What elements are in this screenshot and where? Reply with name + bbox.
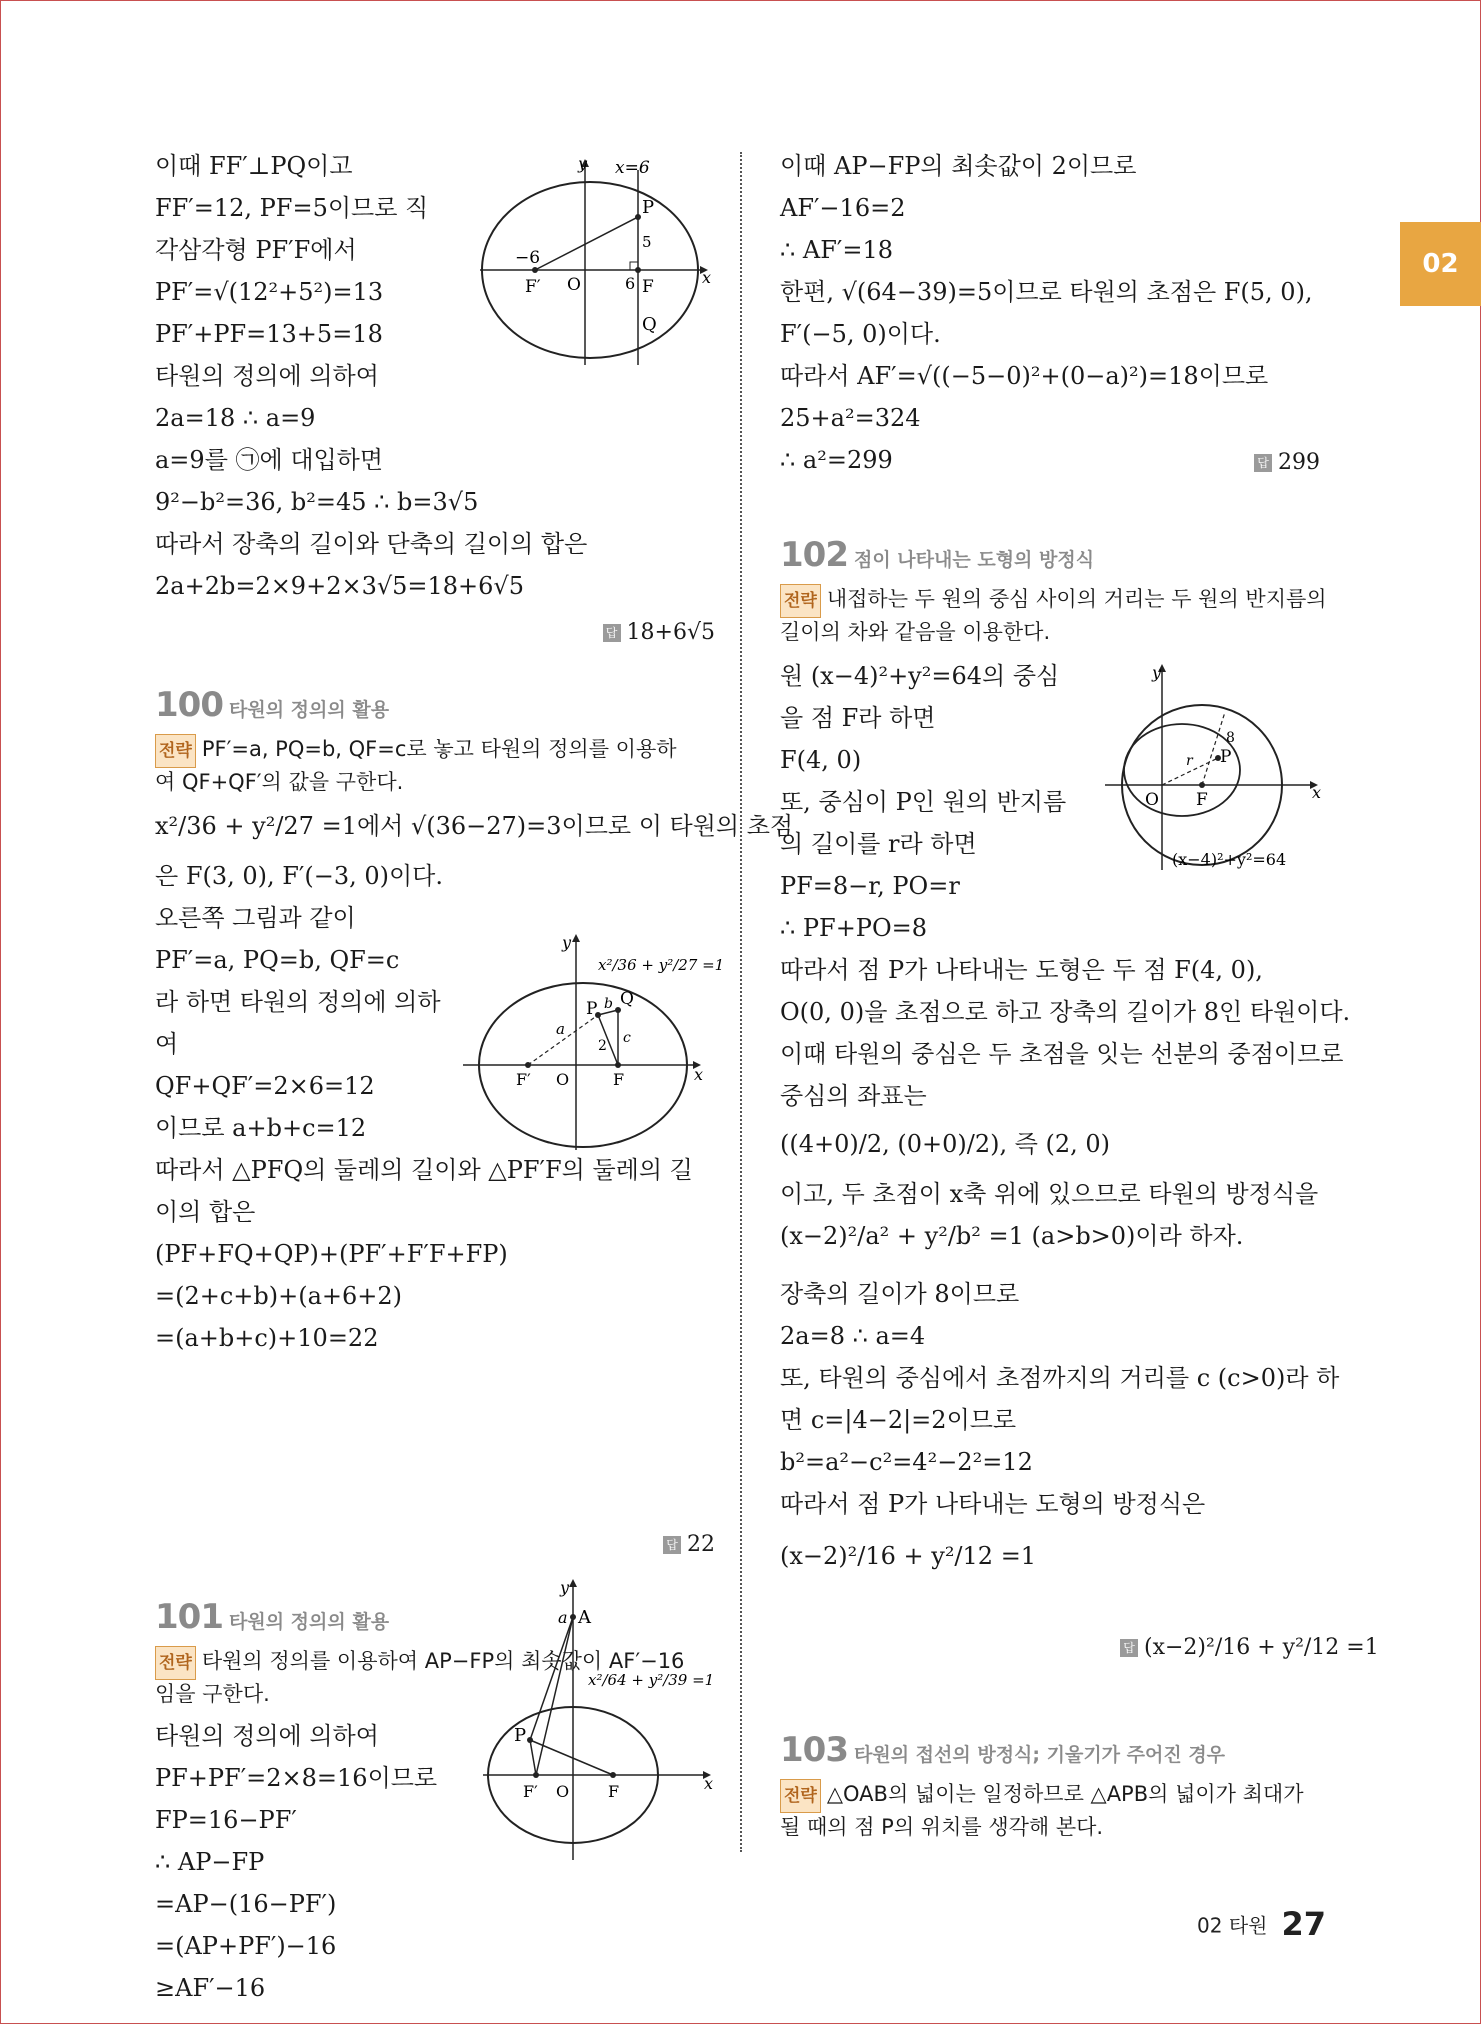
answer-102: 답 (x−2)²/16 + y²/12 =1 (1120, 1635, 1320, 1660)
problem-title: 타원의 접선의 방정식; 기울기가 주어진 경우 (853, 1744, 1226, 1766)
text-line: QF+QF′=2×6=12 (155, 1072, 375, 1100)
fig-label: O (1145, 790, 1159, 810)
text-line: 2a=8 ∴ a=4 (780, 1322, 926, 1350)
text-line: 따라서 점 P가 나타내는 도형의 방정식은 (780, 1490, 1206, 1518)
text-line: FP=16−PF′ (155, 1806, 297, 1834)
text-line: 중심의 좌표는 (780, 1082, 927, 1110)
text-line: 이고, 두 초점이 x축 위에 있으므로 타원의 방정식을 (780, 1180, 1319, 1208)
fig-label: y (560, 1578, 570, 1597)
text-line: ∴ a²=299 (780, 446, 893, 474)
text-line: 따라서 △PFQ의 둘레의 길이와 △PF′F의 둘레의 길 (155, 1156, 693, 1184)
text-line: 의 길이를 r라 하면 (780, 830, 977, 858)
fig-label: a (556, 1020, 565, 1038)
text-line: =AP−(16−PF′) (155, 1890, 337, 1918)
fig-label: y (1152, 663, 1162, 682)
text-line: 원 (x−4)²+y²=64의 중심 (780, 662, 1060, 690)
text-line: 라 하면 타원의 정의에 의하 (155, 988, 441, 1016)
page-footer (1197, 1905, 1326, 1943)
text-line: 여 (155, 1030, 179, 1058)
fig-label: (x−4)²+y²=64 (1172, 850, 1287, 869)
page-number: 27 (1281, 1905, 1326, 1943)
strategy-tag: 전략 (155, 1646, 196, 1680)
fig-label: 2 (598, 1038, 607, 1054)
text-line: FF′=12, PF=5이므로 직 (155, 194, 429, 222)
strategy-101-line2: 임을 구한다. (155, 1682, 270, 1706)
answer-100: 답 22 (555, 1532, 715, 1557)
fig-label: P (642, 197, 655, 218)
text-line: (x−2)²/a² + y²/b² =1 (a>b>0)이라 하자. (780, 1222, 1244, 1250)
text-line: x²/36 + y²/27 =1에서 √(36−27)=3이므로 이 타원의 초점 (155, 812, 794, 840)
problem-102-header (780, 535, 1094, 575)
fig-label: x (702, 268, 712, 287)
problem-number: 103 (780, 1730, 848, 1770)
text-line: 은 F(3, 0), F′(−3, 0)이다. (155, 862, 443, 890)
fig-label: F (608, 1782, 620, 1801)
fig-label: y (578, 154, 588, 173)
text-line: PF′=a, PQ=b, QF=c (155, 946, 400, 974)
text-line: 2a=18 ∴ a=9 (155, 404, 316, 432)
chapter-tab: 02 (1400, 222, 1481, 306)
text-line: PF=8−r, PO=r (780, 872, 960, 900)
text-line: F(4, 0) (780, 746, 862, 774)
text-line: 따라서 AF′=√((−5−0)²+(0−a)²)=18이므로 (780, 362, 1269, 390)
fig-label: P (514, 1725, 527, 1746)
text-line: 또, 중심이 P인 원의 반지름 (780, 788, 1067, 816)
text-line: ∴ PF+PO=8 (780, 914, 928, 942)
answer-99: 답 18+6√5 (555, 620, 715, 645)
fig-label: x (1312, 783, 1322, 802)
fig-label: F (613, 1070, 625, 1089)
fig-label: 8 (1226, 730, 1235, 746)
fig-label: A (578, 1607, 591, 1628)
text-line: 또, 타원의 중심에서 초점까지의 거리를 c (c>0)라 하 (780, 1364, 1340, 1392)
fig-label: O (556, 1782, 570, 1801)
fig-label: x²/64 + y²/39 =1 (588, 1671, 715, 1689)
text-line: 이때 타원의 중심은 두 초점을 잇는 선분의 중점이므로 (780, 1040, 1344, 1068)
strategy-100: 전략 PF′=a, PQ=b, QF=c로 놓고 타원의 정의를 이용하 (155, 733, 677, 768)
text-line: 을 점 F라 하면 (780, 704, 936, 732)
answer-badge-icon: 답 (1254, 454, 1272, 472)
text-line: 따라서 장축의 길이와 단축의 길이의 합은 (155, 530, 588, 558)
fig-label: Q (642, 314, 657, 335)
fig-label: P (586, 999, 598, 1019)
text-line: ∴ AF′=18 (780, 236, 893, 264)
text-line: 이의 합은 (155, 1198, 256, 1226)
strategy-tag: 전략 (780, 584, 821, 618)
text-line: ((4+0)/2, (0+0)/2), 즉 (2, 0) (780, 1130, 1111, 1158)
text-line: 따라서 점 P가 나타내는 도형은 두 점 F(4, 0), (780, 956, 1263, 984)
text-line: (x−2)²/16 + y²/12 =1 (780, 1542, 1037, 1570)
figure-100 (458, 930, 725, 1155)
column-divider (740, 152, 742, 1852)
problem-number: 101 (155, 1597, 223, 1637)
fig-label: a (558, 1608, 568, 1627)
fig-label: 6 (625, 274, 636, 293)
problem-100-header (155, 685, 389, 725)
text-line: 면 c=|4−2|=2이므로 (780, 1406, 1017, 1434)
text-line: F′(−5, 0)이다. (780, 320, 941, 348)
answer-101: 답 299 (1180, 450, 1320, 475)
text-line: PF′=√(12²+5²)=13 (155, 278, 384, 306)
text-line: 이때 FF′⊥PQ이고 (155, 152, 353, 180)
fig-label: y (562, 933, 572, 952)
text-line: 오른쪽 그림과 같이 (155, 904, 356, 932)
text-line: 타원의 정의에 의하여 (155, 1722, 379, 1750)
fig-label: c (623, 1030, 631, 1046)
answer-badge-icon: 답 (603, 624, 621, 642)
fig-label: x²/36 + y²/27 =1 (598, 956, 725, 974)
problem-title: 타원의 정의의 활용 (228, 699, 390, 721)
fig-label: O (567, 275, 581, 295)
answer-badge-icon: 답 (1120, 1639, 1138, 1657)
text-line: 25+a²=324 (780, 404, 921, 432)
text-line: (PF+FQ+QP)+(PF′+F′F+FP) (155, 1240, 508, 1268)
fig-label: F (1196, 790, 1208, 810)
figure-99 (475, 155, 715, 370)
text-line: =(AP+PF′)−16 (155, 1932, 337, 1960)
text-line: 장축의 길이가 8이므로 (780, 1280, 1020, 1308)
problem-101-header (155, 1597, 389, 1637)
figure-101 (478, 1575, 718, 1865)
fig-label: −6 (515, 248, 541, 268)
fig-label: P (1220, 747, 1232, 767)
text-line: =(2+c+b)+(a+6+2) (155, 1282, 403, 1310)
text-line: b²=a²−c²=4²−2²=12 (780, 1448, 1033, 1476)
fig-label: Q (620, 989, 634, 1009)
strategy-102-line2: 길이의 차와 같음을 이용한다. (780, 620, 1051, 644)
answer-badge-icon: 답 (663, 1536, 681, 1554)
fig-label: x (694, 1065, 704, 1084)
fig-label: F′ (523, 1782, 538, 1801)
strategy-101: 전략 타원의 정의를 이용하여 AP−FP의 최솟값이 AF′−16 (155, 1645, 684, 1680)
text-line: 타원의 정의에 의하여 (155, 362, 379, 390)
problem-title: 점이 나타내는 도형의 방정식 (853, 549, 1095, 571)
problem-number: 102 (780, 535, 848, 575)
figure-102 (1100, 660, 1340, 875)
text-line: =(a+b+c)+10=22 (155, 1324, 379, 1352)
text-line: AF′−16=2 (780, 194, 906, 222)
text-line: PF′+PF=13+5=18 (155, 320, 383, 348)
text-line: 9²−b²=36, b²=45 ∴ b=3√5 (155, 488, 479, 516)
strategy-100-line2: 여 QF+QF′의 값을 구한다. (155, 770, 404, 794)
text-line: 이므로 a+b+c=12 (155, 1114, 367, 1142)
text-line: 각삼각형 PF′F에서 (155, 236, 357, 264)
text-line: 한편, √(64−39)=5이므로 타원의 초점은 F(5, 0), (780, 278, 1313, 306)
fig-label: F′ (525, 277, 541, 297)
text-line: 2a+2b=2×9+2×3√5=18+6√5 (155, 572, 524, 600)
fig-label: F (642, 277, 654, 297)
text-line: ≥AF′−16 (155, 1974, 266, 2002)
problem-number: 100 (155, 685, 223, 725)
text-line: O(0, 0)을 초점으로 하고 장축의 길이가 8인 타원이다. (780, 998, 1351, 1026)
strategy-103-line2: 될 때의 점 P의 위치를 생각해 본다. (780, 1815, 1104, 1839)
strategy-103: 전략 △OAB의 넓이는 일정하므로 △APB의 넓이가 최대가 (780, 1778, 1303, 1813)
fig-label: x=6 (615, 158, 650, 178)
problem-title: 타원의 정의의 활용 (228, 1611, 390, 1633)
strategy-102: 전략 내접하는 두 원의 중심 사이의 거리는 두 원의 반지름의 (780, 583, 1327, 618)
chapter-label: 02 타원 (1197, 1913, 1268, 1938)
fig-label: F′ (516, 1070, 531, 1089)
problem-103-header (780, 1730, 1225, 1770)
text-line: PF+PF′=2×8=16이므로 (155, 1764, 438, 1792)
text-line: ∴ AP−FP (155, 1848, 265, 1876)
fig-label: O (556, 1070, 570, 1089)
strategy-tag: 전략 (780, 1779, 821, 1813)
text-line: 이때 AP−FP의 최솟값이 2이므로 (780, 152, 1137, 180)
text-line: a=9를 ㉠에 대입하면 (155, 446, 384, 474)
fig-label: r (1186, 753, 1193, 769)
fig-label: x (704, 1774, 714, 1793)
fig-label: 5 (642, 233, 652, 251)
strategy-tag: 전략 (155, 734, 196, 768)
fig-label: b (604, 996, 613, 1012)
